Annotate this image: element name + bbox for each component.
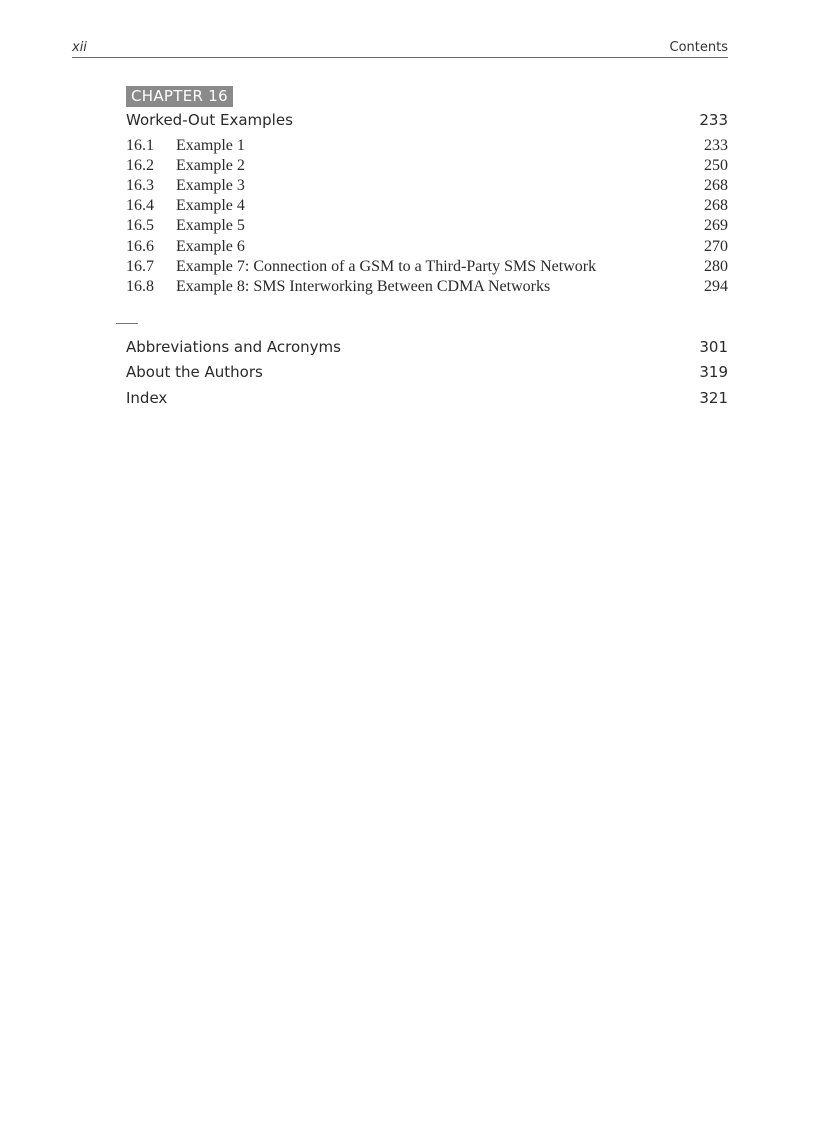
section-page-number: 250 xyxy=(704,157,728,174)
section-title: Example 3 xyxy=(176,177,245,194)
section-number: 16.6 xyxy=(126,238,154,255)
section-title: Example 6 xyxy=(176,238,245,255)
section-number: 16.7 xyxy=(126,258,154,275)
back-matter-row[interactable] xyxy=(126,338,728,358)
section-title: Example 1 xyxy=(176,137,245,154)
section-page-number: 268 xyxy=(704,197,728,214)
toc-section-row[interactable] xyxy=(126,278,728,298)
back-matter-page-number: 321 xyxy=(699,389,728,407)
back-matter-page-number: 301 xyxy=(699,338,728,356)
page-folio: xii xyxy=(72,40,87,55)
section-page-number: 269 xyxy=(704,217,728,234)
section-title: Example 8: SMS Interworking Between CDMA Networks xyxy=(176,278,551,295)
section-divider xyxy=(116,323,138,324)
toc-section-row[interactable] xyxy=(126,258,728,278)
toc-section-row[interactable] xyxy=(126,157,728,177)
back-matter-title: About the Authors xyxy=(126,363,263,381)
running-header xyxy=(72,38,728,58)
section-page-number: 294 xyxy=(704,278,728,295)
section-page-number: 270 xyxy=(704,238,728,255)
section-page-number: 233 xyxy=(704,137,728,154)
back-matter-title: Index xyxy=(126,389,168,407)
back-matter-row[interactable] xyxy=(126,389,728,409)
toc-section-row[interactable] xyxy=(126,238,728,258)
back-matter-row[interactable] xyxy=(126,363,728,383)
section-page-number: 280 xyxy=(704,258,728,275)
toc-section-row[interactable] xyxy=(126,177,728,197)
back-matter-title: Abbreviations and Acronyms xyxy=(126,338,341,356)
chapter-label-badge: CHAPTER 16 xyxy=(126,86,233,107)
chapter-title: Worked-Out Examples xyxy=(126,111,293,129)
back-matter-page-number: 319 xyxy=(699,363,728,381)
toc-section-row[interactable] xyxy=(126,137,728,157)
section-title: Example 4 xyxy=(176,197,245,214)
section-number: 16.1 xyxy=(126,137,154,154)
section-number: 16.5 xyxy=(126,217,154,234)
section-number: 16.2 xyxy=(126,157,154,174)
toc-section-row[interactable] xyxy=(126,217,728,237)
section-number: 16.8 xyxy=(126,278,154,295)
section-title: Example 5 xyxy=(176,217,245,234)
chapter-title-row[interactable] xyxy=(126,111,728,131)
toc-section-row[interactable] xyxy=(126,197,728,217)
chapter-page-number: 233 xyxy=(699,111,728,129)
section-title: Example 7: Connection of a GSM to a Third-Party SMS Network xyxy=(176,258,597,275)
section-number: 16.4 xyxy=(126,197,154,214)
section-title: Example 2 xyxy=(176,157,245,174)
section-page-number: 268 xyxy=(704,177,728,194)
running-title: Contents xyxy=(669,40,728,55)
section-number: 16.3 xyxy=(126,177,154,194)
